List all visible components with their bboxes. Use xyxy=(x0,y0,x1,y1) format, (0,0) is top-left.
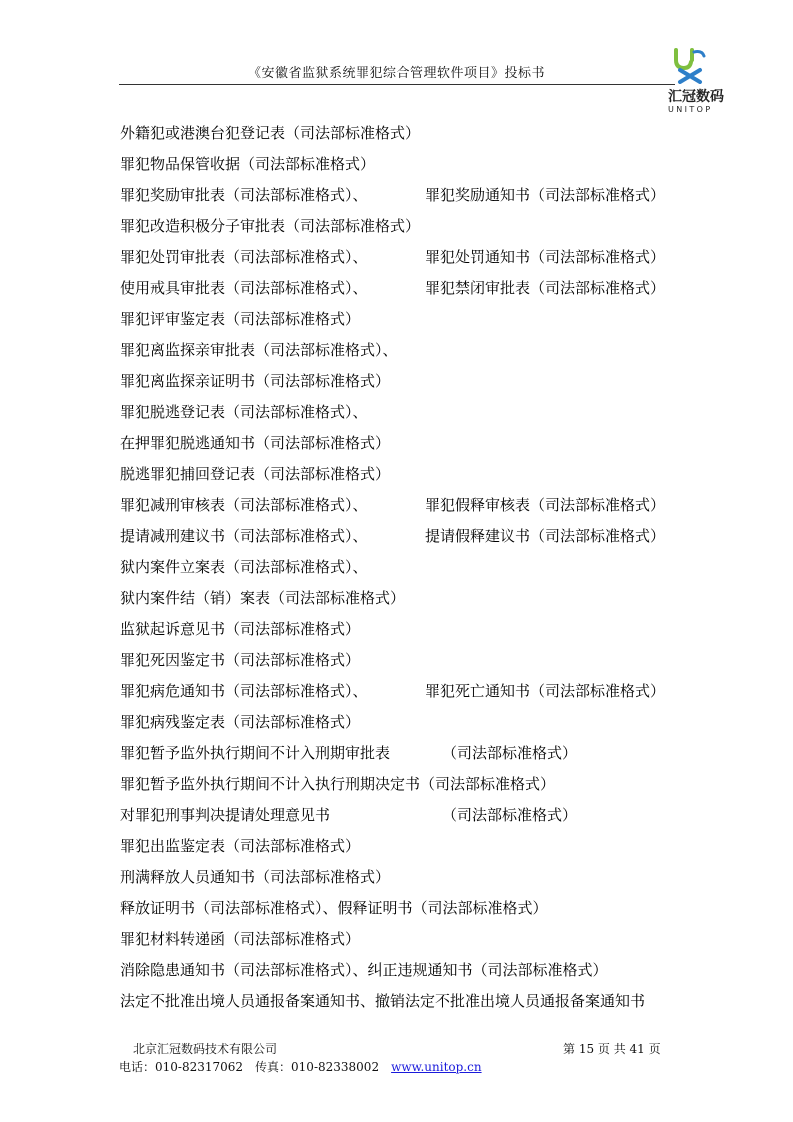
form-name: 刑满释放人员通知书（司法部标准格式） xyxy=(120,868,391,886)
list-item xyxy=(120,402,680,433)
form-name-second: （司法部标准格式） xyxy=(442,744,578,762)
list-item xyxy=(120,960,680,991)
form-name: 狱内案件立案表（司法部标准格式）、 xyxy=(120,558,368,576)
form-name: 罪犯暂予监外执行期间不计入刑期审批表 xyxy=(120,744,391,762)
list-item xyxy=(120,898,680,929)
list-item xyxy=(120,371,680,402)
list-item xyxy=(120,526,680,557)
header-title: 《安徽省监狱系统罪犯综合管理软件项目》投标书 xyxy=(247,66,545,81)
form-name: 罪犯脱逃登记表（司法部标准格式）、 xyxy=(120,403,368,421)
list-item xyxy=(120,681,680,712)
list-item xyxy=(120,619,680,650)
form-name-second: 罪犯假释审核表（司法部标准格式） xyxy=(425,496,666,514)
form-name: 脱逃罪犯捕回登记表（司法部标准格式） xyxy=(120,465,391,483)
form-name: 罪犯减刑审核表（司法部标准格式）、 xyxy=(120,496,368,514)
form-name: 在押罪犯脱逃通知书（司法部标准格式） xyxy=(120,434,391,452)
list-item xyxy=(120,774,680,805)
list-item xyxy=(120,464,680,495)
list-item xyxy=(120,588,680,619)
list-item xyxy=(120,185,680,216)
form-name: 罪犯离监探亲证明书（司法部标准格式） xyxy=(120,372,391,390)
form-name: 罪犯处罚审批表（司法部标准格式）、 xyxy=(120,248,368,266)
document-body xyxy=(120,123,680,1022)
unitop-logo-icon xyxy=(670,48,710,84)
form-name: 罪犯暂予监外执行期间不计入执行刑期决定书（司法部标准格式） xyxy=(120,775,556,793)
list-item xyxy=(120,433,680,464)
form-name: 使用戒具审批表（司法部标准格式）、 xyxy=(120,279,368,297)
list-item xyxy=(120,836,680,867)
form-name: 罪犯死因鉴定书（司法部标准格式） xyxy=(120,651,361,669)
form-name: 罪犯评审鉴定表（司法部标准格式） xyxy=(120,310,361,328)
form-name-second: 罪犯死亡通知书（司法部标准格式） xyxy=(425,682,666,700)
list-item xyxy=(120,650,680,681)
form-name-second: 提请假释建议书（司法部标准格式） xyxy=(425,527,666,545)
list-item xyxy=(120,154,680,185)
form-name-second: 罪犯禁闭审批表（司法部标准格式） xyxy=(425,279,666,297)
footer-contact xyxy=(119,1058,482,1075)
footer-company: 北京汇冠数码技术有限公司 xyxy=(133,1042,278,1056)
form-name: 提请减刑建议书（司法部标准格式）、 xyxy=(120,527,368,545)
form-name-second: 罪犯奖励通知书（司法部标准格式） xyxy=(425,186,666,204)
list-item xyxy=(120,309,680,340)
form-name-second: 罪犯处罚通知书（司法部标准格式） xyxy=(425,248,666,266)
list-item xyxy=(120,278,680,309)
page-number: 第 15 页 共 41 页 xyxy=(563,1042,661,1056)
form-name: 消除隐患通知书（司法部标准格式）、纠正违规通知书（司法部标准格式） xyxy=(120,961,608,979)
form-name: 罪犯病残鉴定表（司法部标准格式） xyxy=(120,713,361,731)
form-name: 狱内案件结（销）案表（司法部标准格式） xyxy=(120,589,406,607)
form-name: 外籍犯或港澳台犯登记表（司法部标准格式） xyxy=(120,124,421,142)
website-link[interactable]: www.unitop.cn xyxy=(391,1060,482,1074)
list-item xyxy=(120,123,680,154)
form-name: 罪犯改造积极分子审批表（司法部标准格式） xyxy=(120,217,421,235)
list-item xyxy=(120,495,680,526)
footer-phone-fax: 电话：010-82317062 传真：010-82338002 xyxy=(119,1060,380,1074)
form-name: 罪犯出监鉴定表（司法部标准格式） xyxy=(120,837,361,855)
list-item xyxy=(120,712,680,743)
logo-text-cn: 汇冠数码 xyxy=(668,89,724,105)
list-item xyxy=(120,991,680,1022)
list-item xyxy=(120,805,680,836)
list-item xyxy=(120,247,680,278)
form-name: 监狱起诉意见书（司法部标准格式） xyxy=(120,620,361,638)
form-name: 罪犯奖励审批表（司法部标准格式）、 xyxy=(120,186,368,204)
form-name: 对罪犯刑事判决提请处理意见书 xyxy=(120,806,331,824)
logo-text-en: UNITOP xyxy=(668,105,713,114)
list-item xyxy=(120,743,680,774)
list-item xyxy=(120,867,680,898)
list-item xyxy=(120,340,680,371)
form-name: 释放证明书（司法部标准格式）、假释证明书（司法部标准格式） xyxy=(120,899,548,917)
list-item xyxy=(120,929,680,960)
list-item xyxy=(120,216,680,247)
form-name: 罪犯材料转递函（司法部标准格式） xyxy=(120,930,361,948)
form-name: 罪犯离监探亲审批表（司法部标准格式）、 xyxy=(120,341,398,359)
form-name: 罪犯病危通知书（司法部标准格式）、 xyxy=(120,682,368,700)
header-divider xyxy=(119,84,675,85)
list-item xyxy=(120,557,680,588)
form-name: 罪犯物品保管收据（司法部标准格式） xyxy=(120,155,376,173)
company-logo xyxy=(662,48,724,118)
form-name: 法定不批准出境人员通报备案通知书、撤销法定不批准出境人员通报备案通知书 xyxy=(120,992,646,1010)
form-name-second: （司法部标准格式） xyxy=(442,806,578,824)
